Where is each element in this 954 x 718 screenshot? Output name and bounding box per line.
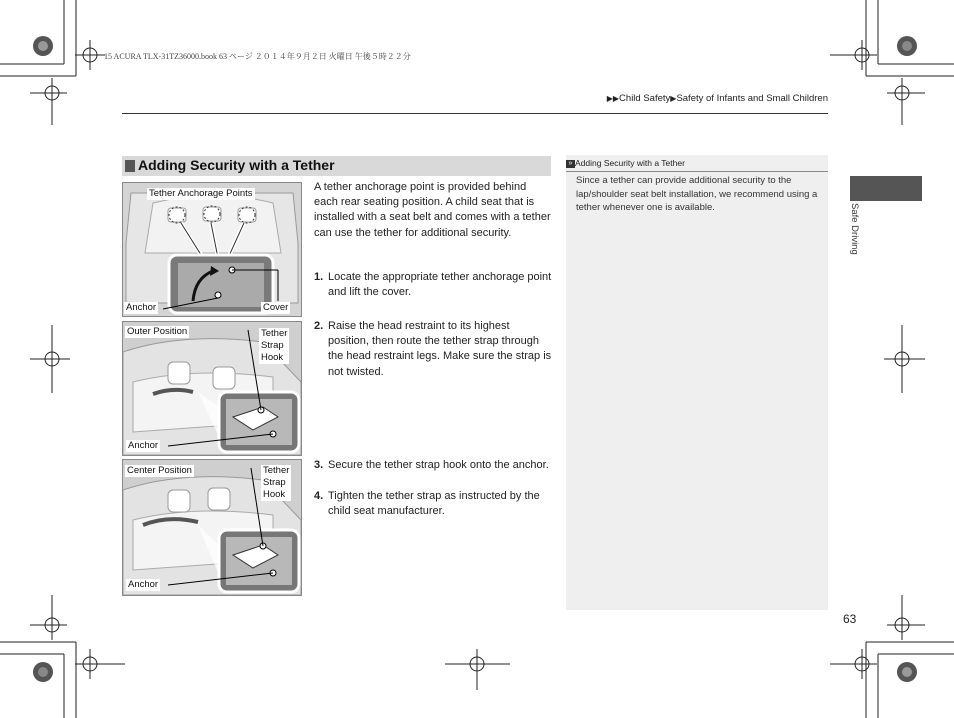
figure-label-position: Center Position [127,465,192,476]
sidebar-text: Since a tether can provide additional security to the lap/shoulder seat belt installation, we recommend using a tether whenever one is available. [576,175,818,213]
sidebar-heading-text: Adding Security with a Tether [575,158,685,168]
figure-label-anchor: Anchor [126,302,157,313]
breadcrumb-arrow-icon: ▶▶ [606,94,620,103]
section-tab[interactable] [850,176,922,201]
step-text: Secure the tether strap hook onto the anchor. [328,459,549,471]
section-tab-label [849,203,861,273]
step-number: 3. [314,459,324,471]
figure-tether-anchorage [122,182,302,317]
book-file-header: 15 ACURA TLX-31TZ36000.book 63 ページ ２０１４年９月２日 火曜日 午後５時２２分 [104,52,411,61]
step-text: Tighten the tether strap as instructed by the child seat manufacturer. [328,490,540,518]
step-1 [314,270,552,300]
step-text: Raise the head restraint to its highest position, then route the tether strap through the head restraint legs. Make sure the strap is not twisted. [328,320,552,378]
step-number: 2. [314,320,324,332]
figure-label-cover: Cover [263,302,289,313]
figure-outer-position [122,321,302,456]
step-number: 4. [314,490,324,502]
page-number: 63 [843,612,857,626]
step-3 [314,458,552,473]
step-number: 1. [314,271,324,283]
breadcrumb-item[interactable]: Safety of Infants and Small Children [676,93,828,104]
section-title: Adding Security with a Tether [138,157,335,173]
section-square-icon [125,160,135,172]
intro-paragraph: A tether anchorage point is provided behind each rear seating position. A child seat that is installed with a seat belt and comes with a tether can use the tether for additional security. [314,181,551,239]
header-rule [122,113,828,114]
sidebar-panel [566,155,828,610]
section-heading [122,156,551,176]
sidebar-heading [566,156,828,172]
double-chevron-icon: » [566,160,575,168]
seat-illustration [123,183,301,316]
step-4 [314,489,552,519]
figure-label-hook: Tether Strap Hook [263,465,290,500]
breadcrumb [607,93,828,104]
figure-label-anchor: Anchor [128,579,159,590]
breadcrumb-arrow-icon: ▶ [670,94,677,103]
step-2 [314,319,552,380]
figure-label-anchor: Anchor [128,440,159,451]
figure-label-position: Outer Position [127,326,188,337]
figure-label-hook: Tether Strap Hook [261,328,288,363]
figure-label-top: Tether Anchorage Points [149,188,253,199]
figure-center-position [122,459,302,596]
breadcrumb-item[interactable]: Child Safety [619,93,671,104]
section-tab-label-text: Safe Driving [849,203,860,255]
step-text: Locate the appropriate tether anchorage point and lift the cover. [328,271,552,299]
